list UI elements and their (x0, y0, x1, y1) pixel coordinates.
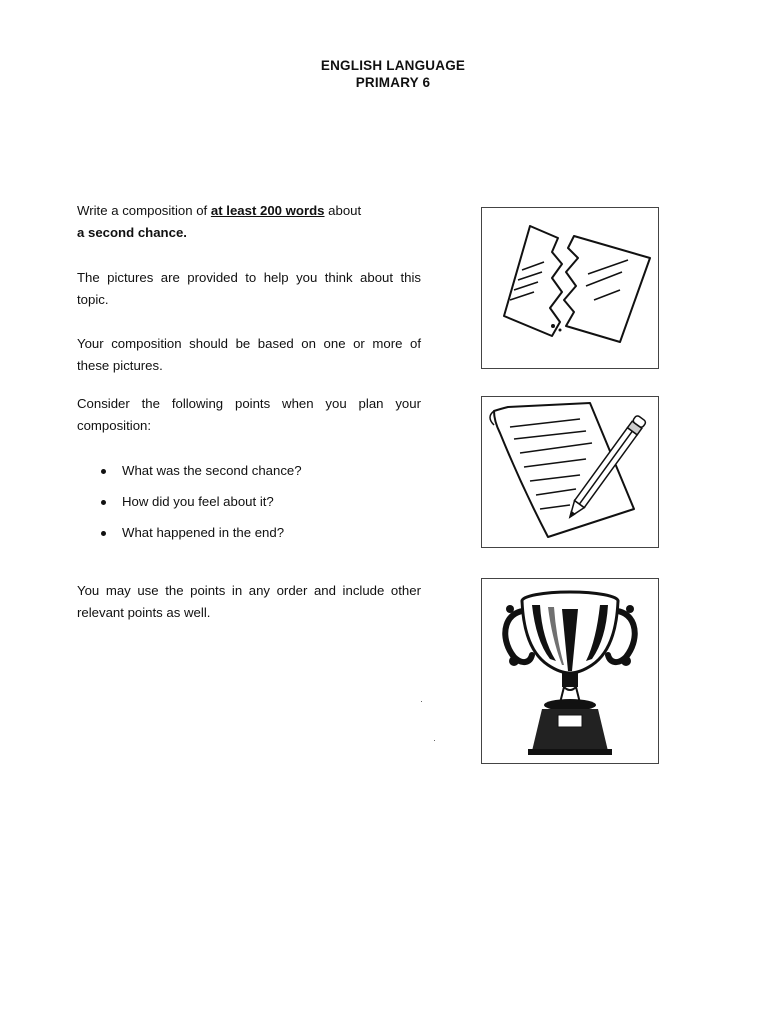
list-item (100, 460, 420, 491)
composition-topic: a second chance. (77, 225, 187, 240)
scan-speck (421, 701, 422, 702)
picture-frame-3 (481, 578, 659, 764)
scan-speck (434, 740, 435, 741)
point-text: What was the second chance? (122, 463, 302, 478)
subject-title: ENGLISH LANGUAGE (320, 58, 466, 73)
instruction-paragraph-1 (77, 200, 421, 244)
point-text: What happened in the end? (122, 525, 285, 540)
trophy-icon (482, 579, 658, 763)
list-item (100, 491, 420, 522)
document-header (0, 57, 768, 91)
word-count-requirement: at least 200 words (210, 203, 325, 218)
bullet-icon (101, 469, 106, 474)
level-title: PRIMARY 6 (355, 75, 431, 90)
bullet-icon (101, 531, 106, 536)
points-list (100, 460, 420, 553)
instruction-text: about (324, 203, 362, 218)
bullet-icon (101, 500, 106, 505)
instruction-paragraph-2: The pictures are provided to help you think about this topic. (77, 270, 421, 307)
paper-and-pencil-icon (482, 397, 658, 547)
picture-frame-2 (481, 396, 659, 548)
instruction-paragraph-5: You may use the points in any order and include other relevant points as well. (77, 583, 421, 620)
instruction-paragraph-3: Your composition should be based on one or more of these pictures. (77, 336, 421, 373)
instruction-text: Write a composition of (77, 203, 211, 218)
point-text: How did you feel about it? (122, 494, 274, 509)
torn-paper-icon (482, 208, 658, 368)
list-item (100, 522, 420, 553)
picture-frame-1 (481, 207, 659, 369)
instruction-paragraph-4: Consider the following points when you plan your composition: (77, 396, 421, 433)
